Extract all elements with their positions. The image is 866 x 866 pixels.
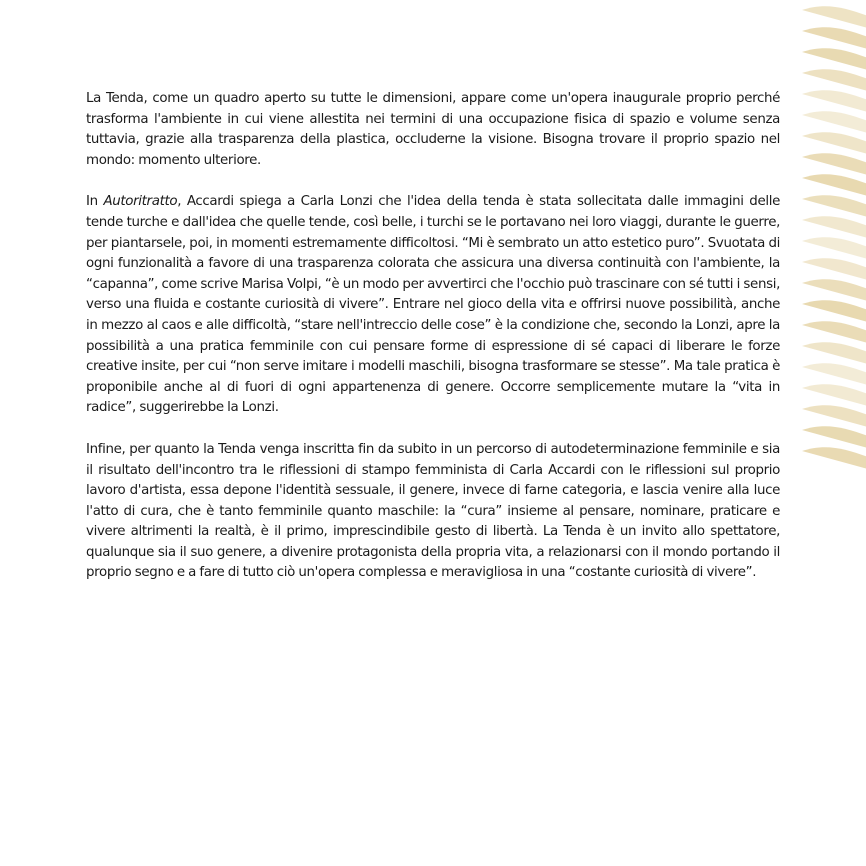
fern-leaflet [802, 69, 866, 91]
fern-leaflet [802, 153, 866, 175]
article-body [86, 89, 780, 605]
fern-leaflet [802, 279, 866, 301]
paragraph-2-prefix: In [86, 194, 104, 210]
fern-leaflet [802, 447, 866, 469]
paragraph-2 [86, 192, 780, 419]
fern-leaflet [802, 384, 866, 406]
fern-leaflet [802, 258, 866, 280]
paragraph-2-text: , Accardi spiega a Carla Lonzi che l'idea della tenda è stata sollecitata dalle immagini delle tende turche e dall'idea che quelle tende, così belle, i turchi se le portavano nei loro viaggi, durante le guerre, per piantarsele, poi, in momenti estremamente difficoltosi. “Mi è sembrato un atto estetico puro”. Svuotata di ogni funzionalità a favore di una trasparenza colorata che assicura una diversa continuità con l'ambiente, la “capanna”, come scrive Marisa Volpi, “è un modo per avvertirci che l'occhio può trascinare con sé tutti i sensi, verso una fluida e costante curiosità di vivere”. Entrare nel gioco della vita e offrirsi nuove possibilità, anche in mezzo al caos e alle difficoltà, “stare nell'intreccio delle cose” è la condizione che, secondo la Lonzi, apre la possibilità a una pratica femminile con cui pensare forme di espressione di sé capaci di liberare le forze creative insite, per cui “non serve imitare i modelli maschili, bisogna trasformare se stesse”. Ma tale pratica è proponibile anche al di fuori di ogni appartenenza di genere. Occorre semplicemente mutare la “vita in radice”, suggerirebbe la Lonzi. [86, 194, 780, 416]
fern-leaflet [802, 90, 866, 112]
fern-leaflet [802, 300, 866, 322]
fern-leaflet [802, 216, 866, 238]
fern-leaflet [802, 6, 866, 28]
paragraph-1-text: La Tenda, come un quadro aperto su tutte le dimensioni, appare come un'opera inaugurale proprio perché trasforma l'ambiente in cui viene allestita nei termini di una occupazione fisica di spazio e volume senza tuttavia, grazie alla trasparenza della plastica, occluderne la visione. Bisogna trovare il proprio spazio nel mondo: momento ulteriore. [86, 91, 780, 168]
fern-leaflet [802, 27, 866, 49]
fern-leaflet [802, 48, 866, 70]
fern-leaflet [802, 237, 866, 259]
fern-leaflet [802, 405, 866, 427]
fern-leaflet [802, 342, 866, 364]
fern-leaflet [802, 111, 866, 133]
fern-leaflet [802, 195, 866, 217]
fern-leaf-ornament [796, 0, 866, 470]
fern-leaflet [802, 132, 866, 154]
fern-leaflet [802, 321, 866, 343]
paragraph-3-text: Infine, per quanto la Tenda venga inscritta fin da subito in un percorso di autodeterminazione femminile e sia il risultato dell'incontro tra le riflessioni di stampo femminista di Carla Accardi con le riflessioni sul proprio lavoro d'artista, essa depone l'identità sessuale, il genere, invece di farne categoria, e lascia venire alla luce l'atto di cura, che è tanto femminile quanto maschile: la “cura” insieme al pensare, nominare, praticare e vivere altrimenti la realtà, è il primo, imprescindibile gesto di libertà. La Tenda è un invito allo spettatore, qualunque sia il suo genere, a divenire protagonista della propria vita, a relazionarsi con il mondo portando il proprio segno e a fare di tutto ciò un'opera complessa e meravigliosa in una “costante curiosità di vivere”. [86, 441, 780, 581]
fern-leaflet [802, 426, 866, 448]
fern-leaflet [802, 363, 866, 385]
fern-leaflet [802, 174, 866, 196]
book-title-autoritratto: Autoritratto [103, 194, 178, 210]
paragraph-1 [86, 89, 780, 171]
paragraph-3 [86, 440, 780, 584]
